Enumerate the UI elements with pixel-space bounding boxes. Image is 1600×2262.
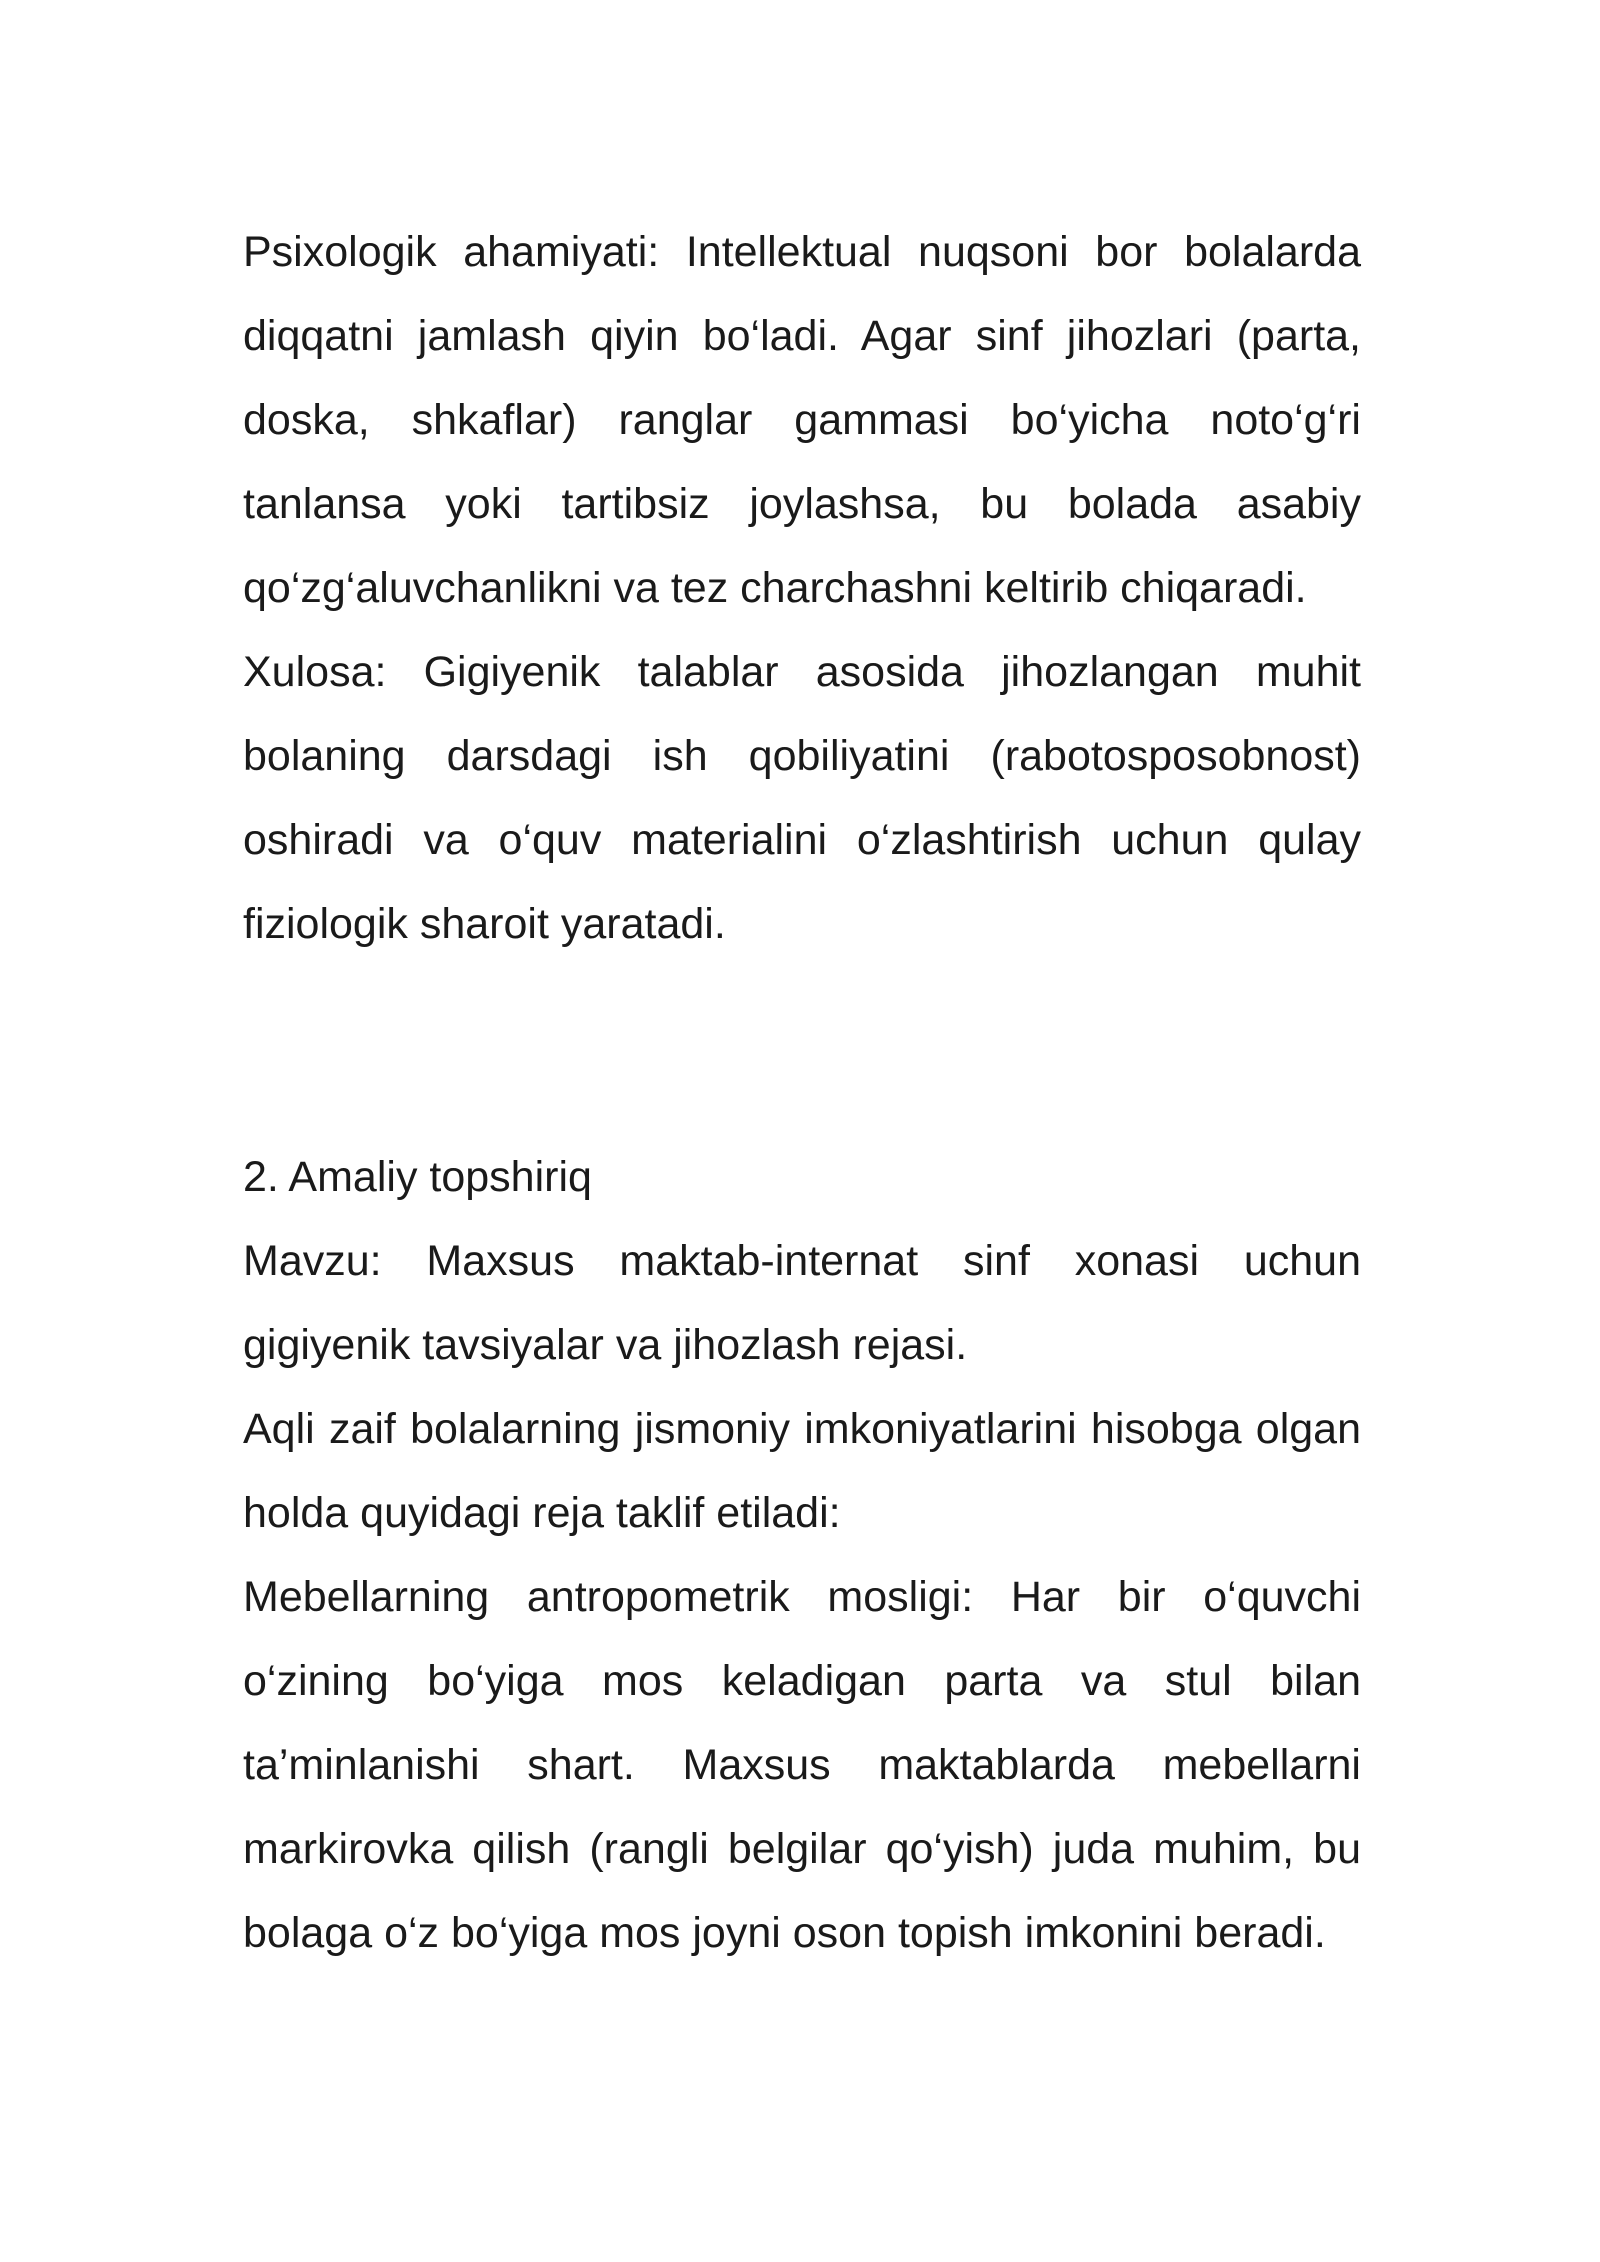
section-psychology xyxy=(243,210,1361,966)
section-heading: 2. Amaliy topshiriq xyxy=(243,1153,592,1201)
paragraph-furniture: Mebellarning antropometrik mosligi: Har bir o‘quvchi o‘zining bo‘yiga mos keladigan parta va stul bilan ta’minlanishi shart. Maxsus maktablarda mebellarni markirovka qilish (rangli belgilar qo‘yish) juda muhim, bu bolaga o‘z bo‘yiga mos joyni oson topish imkonini beradi. xyxy=(243,1573,1361,1957)
paragraph-psychology: Psixologik ahamiyati: Intellektual nuqsoni bor bolalarda diqqatni jamlash qiyin bo‘ladi. Agar sinf jihozlari (parta, doska, shkaflar) ranglar gammasi bo‘yicha noto‘g‘ri tanlansa yoki tartibsiz joylashsa, bu bolada asabiy qo‘zg‘aluvchanlikni va tez charchashni keltirib chiqaradi. xyxy=(243,228,1361,612)
paragraph-topic: Mavzu: Maxsus maktab-internat sinf xonasi uchun gigiyenik tavsiyalar va jihozlash rejasi. xyxy=(243,1237,1361,1369)
section-practical-task xyxy=(243,1135,1361,1975)
paragraph-conclusion: Xulosa: Gigiyenik talablar asosida jihozlangan muhit bolaning darsdagi ish qobiliyatini (rabotosposobnost) oshiradi va o‘quv materialini o‘zlashtirish uchun qulay fiziologik sharoit yaratadi. xyxy=(243,648,1361,948)
paragraph-intro: Aqli zaif bolalarning jismoniy imkoniyatlarini hisobga olgan holda quyidagi reja taklif etiladi: xyxy=(243,1405,1361,1537)
